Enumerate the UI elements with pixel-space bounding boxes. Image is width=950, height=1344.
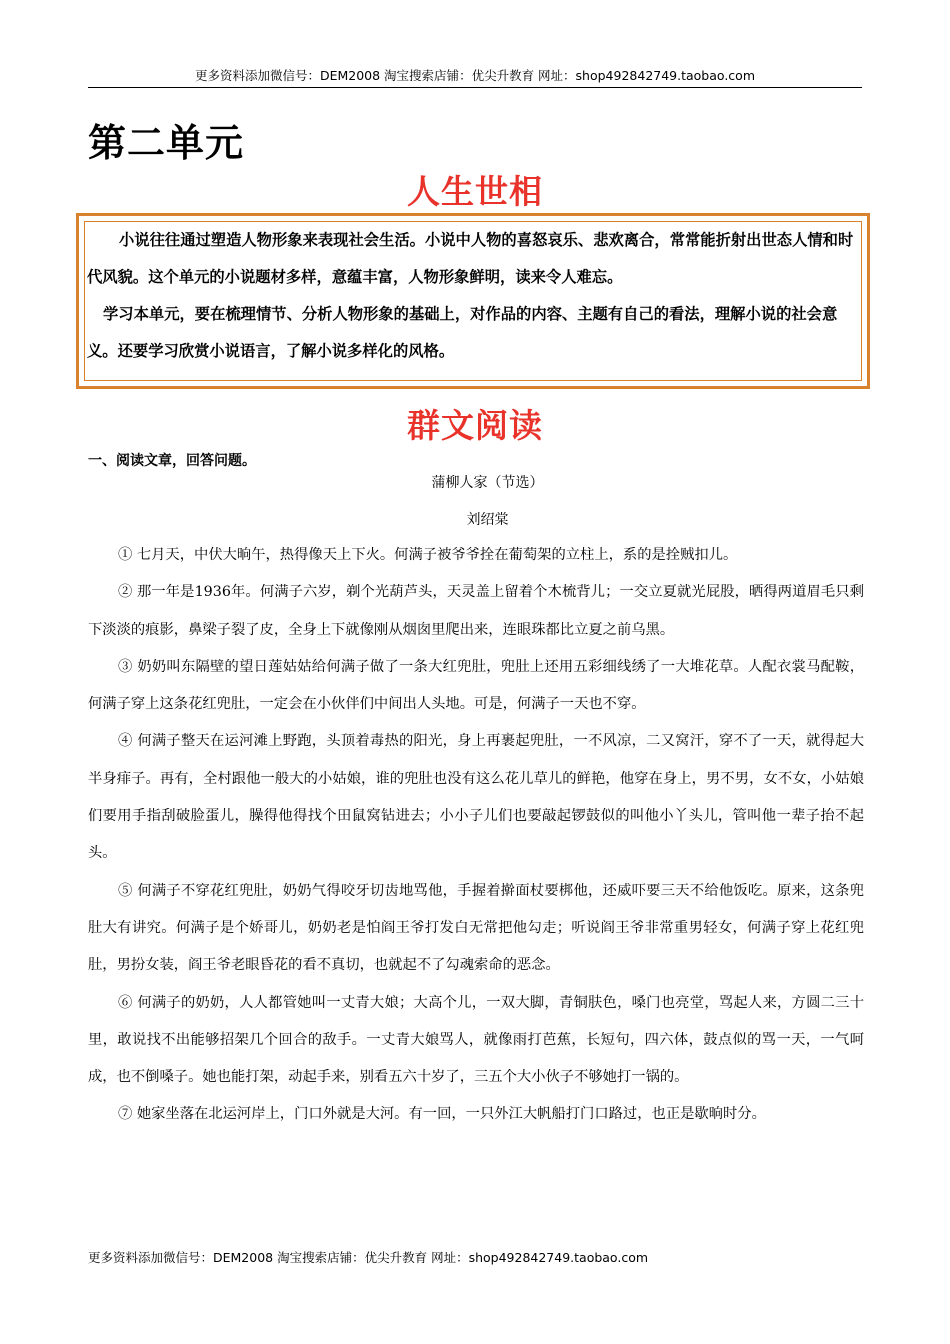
article-paragraph: ③ 奶奶叫东隔壁的望日莲姑姑给何满子做了一条大红兜肚，兜肚上还用五彩细线绣了一大堆花草。人配衣裳马配鞍，何满子穿上这条花红兜肚，一定会在小伙伴们中间出人头地。可是，何满子一天也不穿。 xyxy=(88,658,864,713)
article-paragraph: ⑤ 何满子不穿花红兜肚，奶奶气得咬牙切齿地骂他，手握着擀面杖要梆他，还威吓要三天不给他饭吃。原来，这条兜肚大有讲究。何满子是个娇哥儿，奶奶老是怕阎王爷打发白无常把他勾走；听说阎王爷非常重男轻女，何满子穿上花红兜肚，男扮女装，阎王爷老眼昏花的看不真切，也就起不了勾魂索命的恶念。 xyxy=(88,882,864,974)
article-title: 蒲柳人家（节选） xyxy=(431,475,544,491)
intro-box xyxy=(76,213,870,389)
article-author: 刘绍棠 xyxy=(466,512,509,528)
page-footer: 更多资料添加微信号：DEM2008 淘宝搜索店铺：优尖升教育 网址：shop492842749.taobao.com xyxy=(88,1250,649,1265)
article-paragraph: ⑦ 她家坐落在北运河岸上，门口外就是大河。有一回，一只外江大帆船打门口路过，也正是歇晌时分。 xyxy=(118,1106,766,1123)
article-paragraph: ④ 何满子整天在运河滩上野跑，头顶着毒热的阳光，身上再裹起兜肚，一不风凉，二又窝汗，穿不了一天，就得起大半身痱子。再有，全村跟他一般大的小姑娘，谁的兜肚也没有这么花儿草儿的鲜艳，他穿在身上，男不男，女不女，小姑娘们要用手指刮破脸蛋儿，臊得他得找个田鼠窝钻进去；小小子儿们也要敲起锣鼓似的叫他小丫头儿，管叫他一辈子抬不起头。 xyxy=(88,733,864,862)
article-body xyxy=(88,537,864,1134)
article-paragraph: ⑥ 何满子的奶奶，人人都管她叫一丈青大娘；大高个儿，一双大脚，青铜肤色，嗓门也亮堂，骂起人来，方圆二三十里，敢说找不出能够招架几个回合的敌手。一丈青大娘骂人，就像雨打芭蕉，长短句，四六体，鼓点似的骂一天，一气呵成，也不倒嗓子。她也能打架，动起手来，别看五六十岁了，三五个大小伙子不够她打一锅的。 xyxy=(88,994,864,1086)
intro-paragraph: 小说往往通过塑造人物形象来表现社会生活。小说中人物的喜怒哀乐、悲欢离合，常常能折射出世态人情和时代风貌。这个单元的小说题材多样，意蕴丰富，人物形象鲜明，读来令人难忘。 xyxy=(87,231,854,286)
question-heading: 一、阅读文章，回答问题。 xyxy=(88,453,256,469)
intro-text xyxy=(87,222,857,370)
article-paragraph: ① 七月天，中伏大晌午，热得像天上下火。何满子被爷爷拴在葡萄架的立柱上，系的是拴贼扣儿。 xyxy=(118,547,738,563)
unit-title: 第二单元 xyxy=(88,120,245,165)
page-header: 更多资料添加微信号：DEM2008 淘宝搜索店铺：优尖升教育 网址：shop492842749.taobao.com xyxy=(194,68,756,83)
intro-paragraph: 学习本单元，要在梳理情节、分析人物形象的基础上，对作品的内容、主题有自己的看法，理解小说的社会意义。还要学习欣赏小说语言，了解小说多样化的风格。 xyxy=(87,305,838,360)
theme-title: 人生世相 xyxy=(407,172,543,211)
section-title: 群文阅读 xyxy=(407,406,543,445)
header-divider xyxy=(88,87,862,88)
article-paragraph: ② 那一年是1936年。何满子六岁，剃个光葫芦头，天灵盖上留着个木梳背儿；一交立夏就光屁股，晒得两道眉毛只剩下淡淡的痕影，鼻梁子裂了皮，全身上下就像刚从烟囱里爬出来，连眼珠都比立夏之前乌黑。 xyxy=(88,584,864,638)
